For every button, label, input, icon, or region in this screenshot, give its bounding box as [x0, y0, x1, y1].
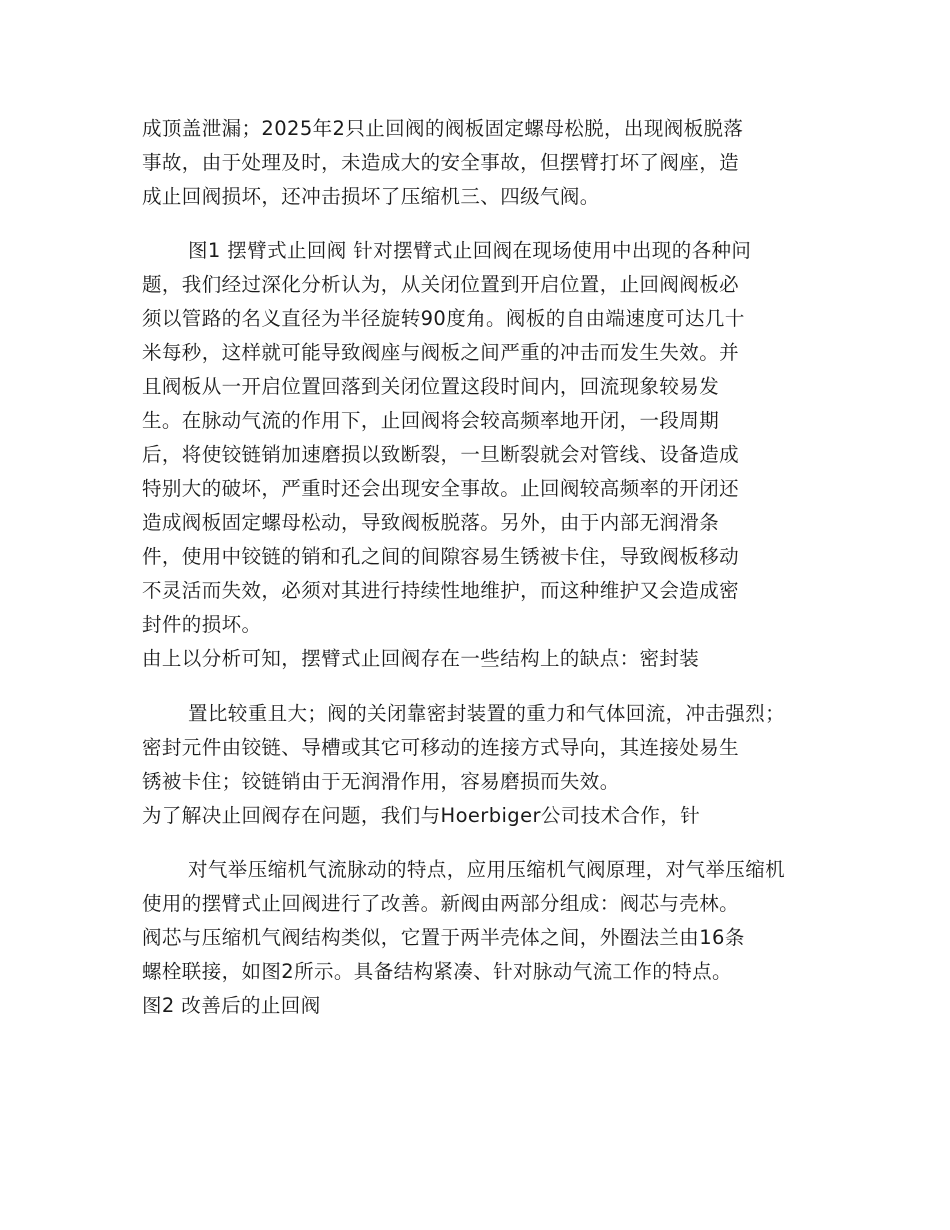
text-line: 生。在脉动气流的作用下，止回阀将会较高频率地开闭，一段周期: [142, 409, 720, 432]
text-line: 须以管路的名义直径为半径旋转90度角。阀板的自由端速度可达几十: [142, 307, 745, 330]
text-line: 后，将使铰链销加速磨损以致断裂，一旦断裂就会对管线、设备造成: [142, 443, 740, 466]
text-line: 螺栓联接，如图2所示。具备结构紧凑、针对脉动气流工作的特点。: [142, 960, 732, 983]
text-line: 件，使用中铰链的销和孔之间的间隙容易生锈被卡住，导致阀板移动: [142, 545, 740, 568]
text-line: 米每秒，这样就可能导致阀座与阀板之间严重的冲击而发生失效。并: [142, 341, 740, 364]
text-line: 锈被卡住；铰链销由于无润滑作用，容易磨损而失效。: [142, 770, 620, 793]
text-line: 为了解决止回阀存在问题，我们与Hoerbiger公司技术合作，针: [142, 804, 701, 827]
text-line: 且阀板从一开启位置回落到关闭位置这段时间内，回流现象较易发: [142, 375, 720, 398]
paragraph-start: 对气举压缩机气流脉动的特点，应用压缩机气阀原理，对气举压缩机: [188, 858, 786, 881]
text-line: 不灵活而失效，必须对其进行持续性地维护，而这种维护又会造成密: [142, 579, 740, 602]
text-line: 使用的摆臂式止回阀进行了改善。新阀由两部分组成：阀芯与壳林。: [142, 892, 740, 915]
text-line: 由上以分析可知，摆臂式止回阀存在一些结构上的缺点：密封装: [142, 647, 700, 670]
text-line: 成止回阀损坏，还冲击损坏了压缩机三、四级气阀。: [142, 185, 600, 208]
text-line: 封件的损坏。: [142, 613, 262, 636]
text-line: 图2 改善后的止回阀: [142, 994, 321, 1017]
text-line: 成顶盖泄漏；2025年2只止回阀的阀板固定螺母松脱，出现阀板脱落: [142, 117, 744, 140]
figure-1-caption-paragraph: 图1 摆臂式止回阀 针对摆臂式止回阀在现场使用中出现的各种问: [188, 239, 752, 262]
text-line: 造成阀板固定螺母松动，导致阀板脱落。另外，由于内部无润滑条: [142, 511, 720, 534]
text-line: 密封元件由铰链、导槽或其它可移动的连接方式导向，其连接处易生: [142, 736, 740, 759]
text-line: 事故，由于处理及时，未造成大的安全事故，但摆臂打坏了阀座，造: [142, 151, 740, 174]
text-line: 特别大的破坏，严重时还会出现安全事故。止回阀较高频率的开闭还: [142, 477, 740, 500]
paragraph-start: 置比较重且大；阀的关闭靠密封装置的重力和气体回流，冲击强烈；: [188, 702, 786, 725]
text-line: 阀芯与压缩机气阀结构类似，它置于两半壳体之间，外圈法兰由16条: [142, 926, 745, 949]
text-line: 题，我们经过深化分析认为，从关闭位置到开启位置，止回阀阀板必: [142, 273, 740, 296]
